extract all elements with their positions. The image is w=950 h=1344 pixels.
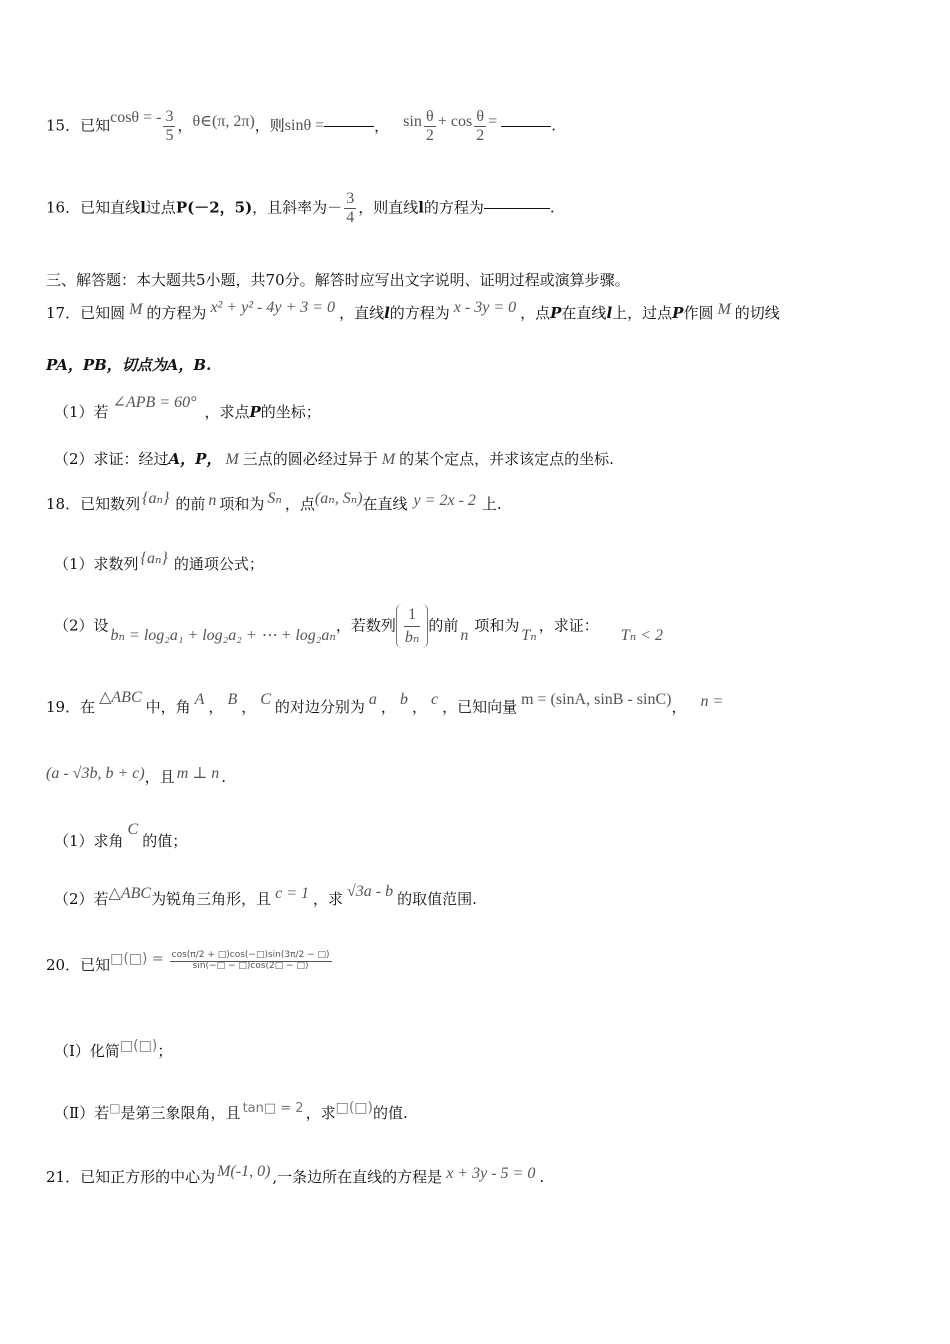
q19-c-eq: c = 1 [275, 885, 309, 902]
q18-part1-b: 的通项公式； [173, 555, 264, 573]
q17-part2-points: A，P， [168, 450, 222, 468]
section-3-header: 三、解答题：本大题共5小题，共70分。解答时应写出文字说明、证明过程或演算步骤。 [46, 271, 630, 289]
q19-line-2: (a - √3b, b + c)，且 m ⊥ n . [46, 765, 227, 786]
q19-vector-n-eq: n = [700, 693, 724, 710]
q15-half-num-2: θ [476, 108, 485, 125]
q18-Tn: Tₙ [521, 627, 537, 645]
q18-inequality: Tₙ < 2 [620, 627, 663, 645]
q21-line-eq: x + 3y - 5 = 0 [446, 1165, 536, 1182]
q19-text-c: 的对边分别为 [274, 698, 365, 716]
q19-part-2 [54, 883, 477, 908]
q18-text-a: 18．已知数列 [46, 495, 141, 513]
q15-fraction [163, 108, 175, 144]
q18-Sn: Sₙ [267, 490, 282, 507]
q18-part1-a: （1）求数列 [54, 555, 139, 573]
q19-part2-b: 为锐角三角形，且 [151, 890, 272, 908]
q20-part-1 [54, 1038, 173, 1060]
q19-text-b: 中，角 [145, 698, 191, 716]
q17-angle-expr: ∠APB = 60° [112, 394, 197, 411]
q17-text-d: 的方程为 [389, 304, 450, 322]
q16-blank[interactable] [484, 208, 550, 209]
q15-then: ，则 [254, 116, 285, 135]
q19-angle-C-2: C [127, 821, 139, 838]
q18-n: n [208, 492, 217, 509]
q19-text-d: ，已知向量 [442, 698, 518, 716]
q18-n-2: n [460, 627, 469, 645]
q17-line-eq: x - 3y = 0 [453, 299, 517, 316]
q19-text-a: 19．在 [46, 698, 96, 716]
q19-part-1 [54, 821, 188, 850]
q19-angle-A: A [194, 691, 205, 708]
q18-part-2 [54, 604, 663, 648]
q19-part1-a: （1）求角 [54, 832, 124, 850]
q17-text-e: ，点 [520, 304, 551, 322]
q18-seq-an-2: {aₙ} [140, 550, 168, 567]
q19-part2-c: ，求 [313, 890, 344, 908]
q20-alpha: □ [109, 1101, 121, 1115]
q17-circle-eq: x² + y² - 4y + 3 = 0 [210, 299, 336, 316]
q16-frac-den: 4 [346, 208, 355, 226]
q20-part1-b: ； [157, 1042, 173, 1060]
q18-text-f: 上. [481, 495, 502, 513]
q18-frac-one: 1 [404, 604, 420, 627]
q17-line-l: l [384, 304, 390, 322]
q15-comma: ， [177, 116, 193, 135]
q19-side-b: b [399, 691, 408, 708]
q17-text-c: ，直线 [339, 304, 385, 322]
q21-text-b: ,一条边所在直线的方程是 [272, 1168, 443, 1186]
q18-frac-bn: bₙ [404, 628, 420, 646]
q18-part2-a: （2）设 [54, 616, 109, 635]
q15-frac-num: 3 [165, 108, 174, 125]
q16-line-l: l [140, 198, 146, 217]
q16-text-e: 的方程为 [423, 198, 484, 217]
q16-point: P(－2，5) [175, 198, 253, 217]
q18-line-eq: y = 2x - 2 [413, 492, 476, 509]
q19-perpendicular: m ⊥ n [176, 765, 220, 782]
q18-part2-c: 的前 [428, 616, 459, 635]
q20-numerator: cos(π/2 + □)cos(−□)sin(3π/2 − □) [171, 950, 330, 960]
q16-line-l-2: l [418, 198, 424, 217]
q17-point-P-3: P [249, 403, 261, 421]
q15-label: 15．已知 [46, 116, 111, 135]
q15-eq: = [488, 113, 498, 131]
q15-frac-den: 5 [165, 126, 174, 144]
q16-text-b: 过点 [145, 198, 176, 217]
question-19: 19．在△ABC中，角 A ， B ， C 的对边分别为 a ， b ， c ，已知向量 m = (sinA, sinB - sinC)， n = [46, 689, 724, 716]
q18-point: (aₙ, Sₙ) [314, 490, 363, 507]
q15-end: . [551, 116, 557, 135]
q17-part2-b: 三点的圆必经过异于 [242, 450, 378, 468]
q18-text-b: 的前 [175, 495, 206, 513]
q16-text-c: ，且斜率为－ [252, 198, 343, 217]
q18-seq-an: {aₙ} [142, 490, 170, 507]
q16-text-a: 16．已知直线 [46, 198, 141, 217]
question-21 [46, 1163, 545, 1186]
q17-part2-a: （2）求证：经过 [54, 450, 169, 468]
q20-part2-a: （Ⅱ）若 [54, 1104, 110, 1122]
q18-recip-seq [396, 604, 428, 648]
q20-part1-a: （Ⅰ）化简 [54, 1042, 120, 1060]
q17-text-b: 的方程为 [146, 304, 207, 322]
q17-text-h: 作圆 [683, 304, 714, 322]
question-20 [46, 950, 334, 976]
q17-text-g: 上，过点 [612, 304, 673, 322]
q20-function: □(□) [119, 1038, 158, 1054]
question-17 [46, 299, 780, 322]
q19-angle-C: C [260, 691, 271, 708]
q16-end: . [549, 198, 555, 217]
q17-part-2 [54, 452, 614, 468]
q17-part1-a: （1）若 [54, 403, 109, 421]
q17-text-a: 17．已知圆 [46, 304, 126, 322]
q15-blank-2[interactable] [501, 126, 551, 127]
q18-text-c: 项和为 [219, 495, 265, 513]
q15-half-den-1: 2 [425, 126, 434, 144]
q17-circle-M-4: M [381, 451, 396, 468]
q18-part2-e: ，求证： [538, 616, 599, 635]
q17-part1-c: 的坐标； [260, 403, 321, 421]
q20-part2-b: 是第三象限角，且 [120, 1104, 241, 1122]
q18-text-e: 在直线 [362, 495, 408, 513]
q17-circle-M-2: M [717, 301, 731, 318]
q17-text-f: 在直线 [561, 304, 607, 322]
q19-vector-n: (a - √3b, b + c) [46, 765, 145, 782]
q19-part1-b: 的值； [142, 832, 188, 850]
q19-triangle-2: △ABC [108, 885, 152, 902]
q19-text-e: ，且 [144, 768, 175, 786]
q18-part2-b: ，若数列 [335, 616, 396, 635]
q17-circle-M: M [129, 301, 143, 318]
q15-sin-expr: sinθ = [284, 117, 325, 135]
q17-text-i: 的切线 [734, 304, 780, 322]
q15-sum-sin: sin [403, 113, 422, 131]
q17-circle-M-3: M [225, 451, 239, 468]
q20-denominator: sin(−□ − □)cos(2□ − □) [192, 960, 309, 971]
question-15 [46, 108, 556, 144]
q19-part2-a: （2）若 [54, 890, 109, 908]
question-18 [46, 490, 502, 513]
q15-plus-cos: + cos [437, 113, 473, 131]
q20-part2-c: ，求 [305, 1104, 336, 1122]
q21-center: M(-1, 0) [217, 1163, 271, 1180]
q21-end: . [539, 1168, 545, 1186]
q20-function-lhs: □(□) = [110, 951, 164, 968]
q19-side-c: c [430, 691, 439, 708]
q17-line-2: PA，PB，切点为A，B. [46, 356, 212, 374]
q15-half-num-1: θ [426, 108, 434, 125]
q20-tan-eq: tan□ = 2 [242, 1101, 304, 1116]
q20-function-2: □(□) [335, 1100, 373, 1116]
q18-bn-expr: bₙ = log₂a₁ + log₂a₂ + ⋯ + log₂aₙ [110, 627, 336, 645]
q18-part2-d: 项和为 [474, 616, 520, 635]
q20-part-2 [54, 1100, 408, 1122]
q16-slope-frac [344, 190, 356, 226]
q15-blank-1[interactable] [324, 126, 374, 127]
q21-text-a: 21．已知正方形的中心为 [46, 1168, 216, 1186]
q19-expression: √3a - b [347, 883, 394, 900]
q18-part-1 [54, 550, 264, 573]
question-16 [46, 190, 555, 226]
q19-part2-d: 的取值范围. [397, 890, 477, 908]
q20-part2-d: 的值. [372, 1104, 408, 1122]
q15-comma-2: ， [374, 116, 390, 135]
q19-side-a: a [368, 691, 377, 708]
q15-half-den-2: 2 [476, 126, 485, 144]
q19-vector-m: m = (sinA, sinB - sinC) [521, 691, 672, 708]
q17-part1-b: ，求点 [204, 403, 250, 421]
q17-line-l-2: l [606, 304, 613, 322]
q16-text-d: ，则直线 [358, 198, 419, 217]
q15-half-frac-1 [424, 108, 436, 144]
q16-frac-num: 3 [346, 190, 355, 207]
q17-point-P-2: P [672, 304, 684, 322]
q15-half-frac-2 [474, 108, 486, 144]
q15-cos-expr: cosθ = - [110, 109, 162, 127]
q20-text-a: 20．已知 [46, 955, 111, 974]
q19-triangle: △ABC [99, 689, 142, 706]
q19-angle-B: B [227, 691, 238, 708]
q17-part2-c: 的某个定点，并求该定点的坐标. [399, 450, 614, 468]
q18-text-d: ，点 [284, 495, 315, 513]
q15-range: θ∈(π, 2π) [192, 113, 255, 131]
q20-fraction [170, 951, 332, 972]
q17-point-P: P [550, 304, 562, 322]
q17-part-1 [54, 394, 321, 421]
